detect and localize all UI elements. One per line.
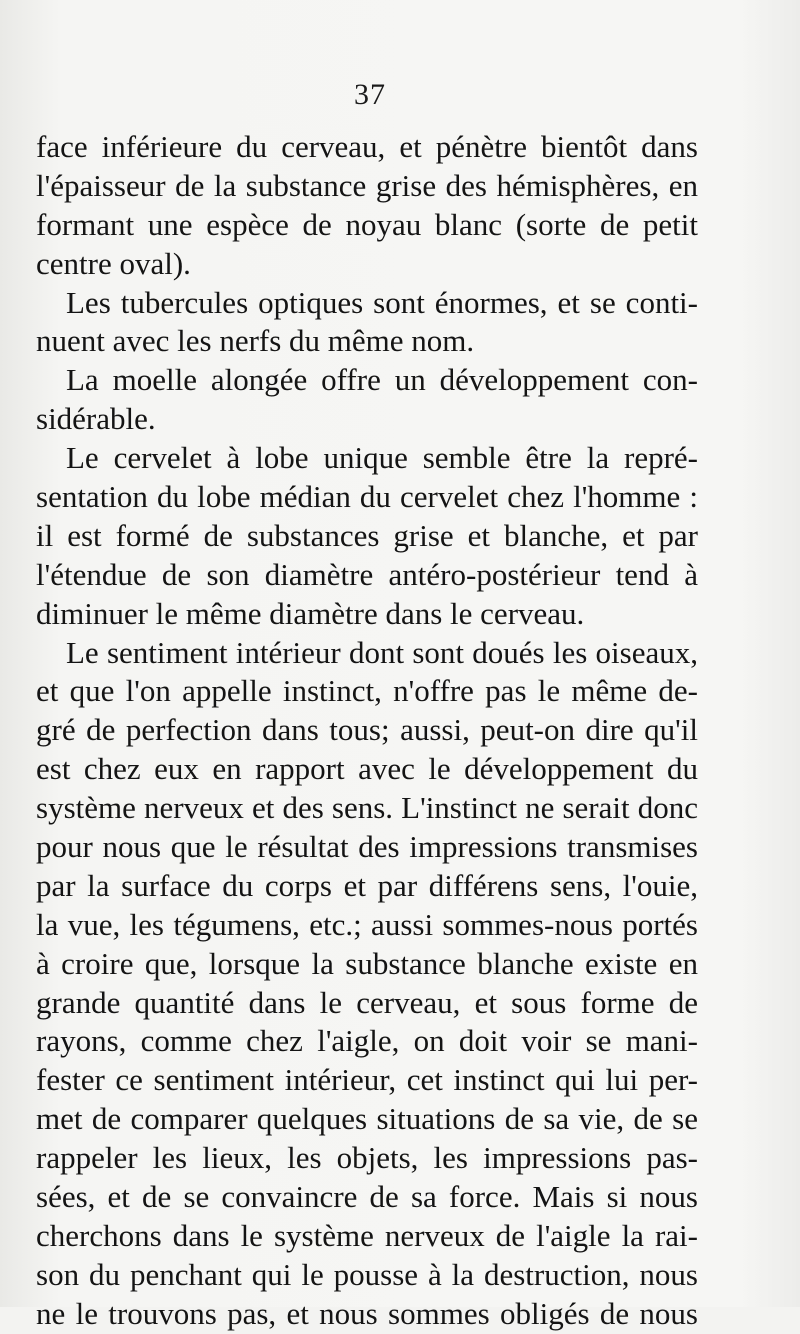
text-line: sentation du lobe médian du cervelet chez l'homme : bbox=[36, 479, 698, 515]
text-line: l'épaisseur de la substance grise des hémisphères, en bbox=[36, 167, 698, 203]
text-line: l'étendue de son diamètre antéro-postérieur tend à bbox=[36, 556, 698, 592]
text-line: et que l'on appelle instinct, n'offre pas le même de- bbox=[36, 673, 698, 709]
text-line: son du penchant qui le pousse à la destruction, nous bbox=[36, 1256, 698, 1292]
text-line: Le cervelet à lobe unique semble être la repré- bbox=[66, 440, 698, 476]
text-line: Le sentiment intérieur dont sont doués les oiseaux, bbox=[66, 634, 698, 670]
page-number: 37 bbox=[354, 78, 386, 111]
text-line: diminuer le même diamètre dans le cerveau. bbox=[36, 595, 585, 631]
text-line: fester ce sentiment intérieur, cet instinct qui lui per- bbox=[36, 1062, 698, 1098]
text-line: La moelle alongée offre un développement con- bbox=[66, 362, 698, 398]
text-line: il est formé de substances grise et blanche, et par bbox=[36, 517, 698, 553]
text-line: système nerveux et des sens. L'instinct ne serait donc bbox=[36, 790, 698, 826]
text-line: à croire que, lorsque la substance blanche existe en bbox=[36, 945, 698, 981]
text-line: Les tubercules optiques sont énormes, et se conti- bbox=[66, 284, 698, 320]
text-line: sées, et de se convaincre de sa force. Mais si nous bbox=[36, 1179, 698, 1215]
text-line: sidérable. bbox=[36, 401, 156, 437]
text-line: centre oval). bbox=[36, 245, 191, 281]
text-line: par la surface du corps et par différens sens, l'ouie, bbox=[36, 867, 698, 903]
text-line: nuent avec les nerfs du même nom. bbox=[36, 323, 475, 359]
text-line: la vue, les tégumens, etc.; aussi sommes-nous portés bbox=[36, 906, 698, 942]
text-line: met de comparer quelques situations de sa vie, de se bbox=[36, 1101, 698, 1137]
text-line: rayons, comme chez l'aigle, on doit voir se mani- bbox=[36, 1023, 698, 1059]
text-line: pour nous que le résultat des impressions transmises bbox=[36, 829, 698, 865]
text-line: gré de perfection dans tous; aussi, peut-on dire qu'il bbox=[36, 712, 698, 748]
body-text bbox=[36, 128, 698, 1334]
text-line: ne le trouvons pas, et nous sommes obligés de nous bbox=[36, 1295, 698, 1331]
text-line: est chez eux en rapport avec le développement du bbox=[36, 751, 698, 787]
text-line: face inférieure du cerveau, et pénètre bientôt dans bbox=[36, 129, 698, 164]
text-line: rappeler les lieux, les objets, les impressions pas- bbox=[36, 1140, 698, 1176]
text-line: grande quantité dans le cerveau, et sous forme de bbox=[36, 984, 698, 1020]
text-line: formant une espèce de noyau blanc (sorte de petit bbox=[36, 206, 698, 242]
text-line: cherchons dans le système nerveux de l'aigle la rai- bbox=[36, 1217, 698, 1253]
